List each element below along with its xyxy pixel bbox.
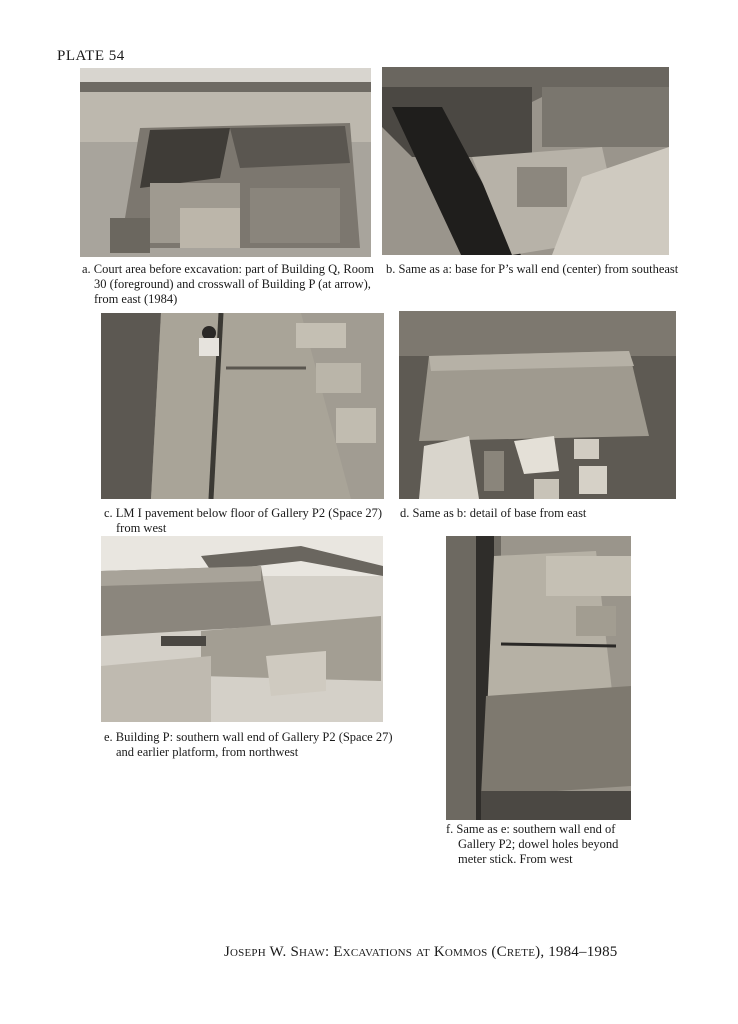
caption-f: f. Same as e: southern wall end of Gallery P2; dowel holes beyond meter stick. From west (446, 822, 619, 866)
footer-years: , 1984–1985 (540, 944, 618, 960)
caption-a: a. Court area before excavation: part of Building Q, Room 30 (foreground) and crosswall of Building P (at arrow), from east (1984) (82, 262, 374, 306)
photo-b (382, 67, 669, 255)
photo-e (101, 536, 383, 722)
caption-c: c. LM I pavement below floor of Gallery P2 (Space 27) from west (104, 506, 383, 535)
caption-b: b. Same as a: base for P’s wall end (center) from southeast (386, 262, 679, 276)
page-footer (224, 944, 618, 961)
photo-f (446, 536, 631, 820)
photo-d (399, 311, 676, 499)
plate-label: PLATE 54 (57, 48, 125, 64)
footer-separator: : (324, 944, 334, 960)
caption-d: d. Same as b: detail of base from east (400, 506, 587, 520)
photo-a (80, 68, 371, 257)
footer-title: Excavations at Kommos (Crete) (333, 944, 541, 960)
photo-c (101, 313, 384, 499)
caption-e: e. Building P: southern wall end of Gallery P2 (Space 27) and earlier platform, from northwest (104, 730, 393, 759)
footer-author: Joseph W. Shaw (224, 944, 325, 960)
